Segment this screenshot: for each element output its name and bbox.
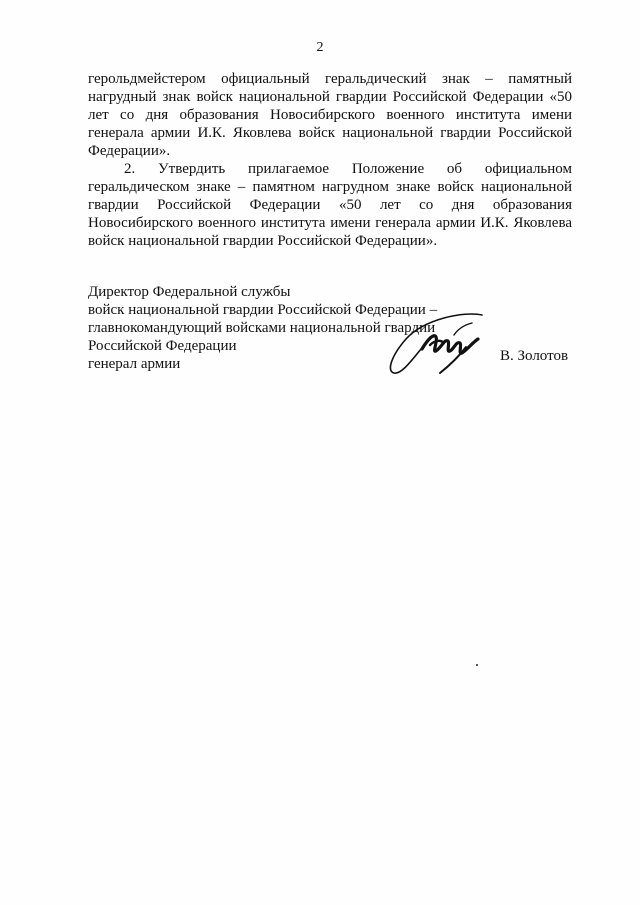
- paragraph-continuation: герольдмейстером официальный геральдический знак – памятный нагрудный знак войск национальной гвардии Российской Федерации «50 лет со дня образования Новосибирского военного института имени генерала армии И.К. Яковлева войск национальной гвардии Российской Федерации».: [88, 71, 572, 159]
- signer-title-line-4: Российской Федерации: [88, 338, 237, 354]
- paragraph-item-2: 2. Утвердить прилагаемое Положение об официальном геральдическом знаке – памятном нагрудном знаке войск национальной гвардии Российской Федерации «50 лет со дня образования Новосибирского военного института имени генерала армии И.К. Яковлева войск национальной гвардии Российской Федерации».: [88, 161, 572, 249]
- signer-rank: генерал армии: [88, 356, 181, 372]
- signer-title-line-1: Директор Федеральной службы: [88, 284, 291, 300]
- handwritten-signature: [384, 305, 494, 380]
- signer-title-line-2: войск национальной гвардии Российской Федерации –: [88, 302, 438, 318]
- signer-name: В. Золотов: [500, 348, 569, 364]
- document-body: [88, 70, 572, 250]
- scan-speck: [476, 664, 478, 666]
- signer-title-line-3: главнокомандующий войсками национальной гвардии: [88, 320, 436, 336]
- page-number: 2: [316, 40, 324, 55]
